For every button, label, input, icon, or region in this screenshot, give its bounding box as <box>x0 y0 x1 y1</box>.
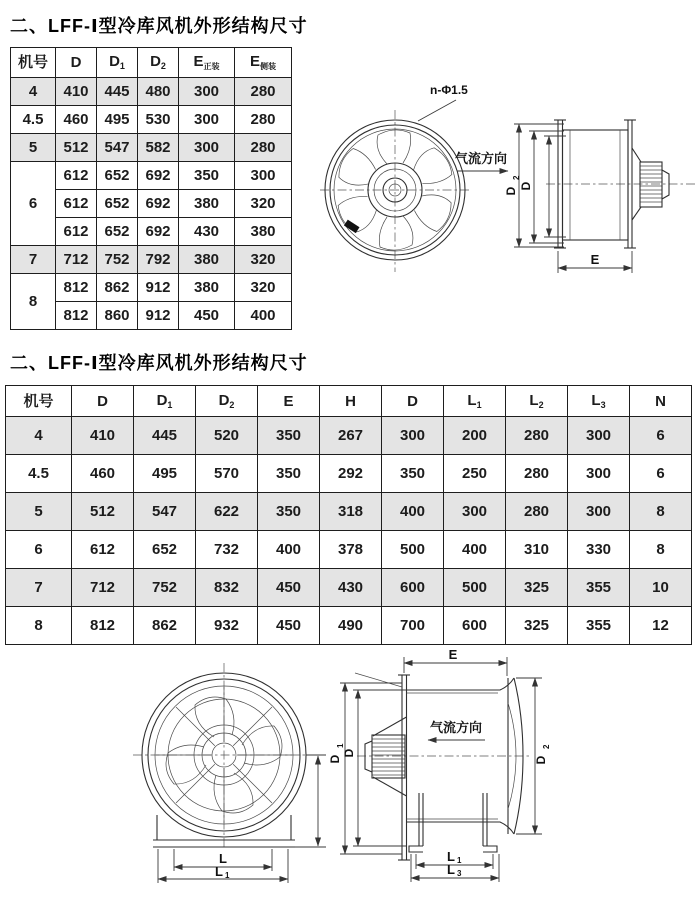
motor-body-2 <box>372 735 405 778</box>
table-cell: 5 <box>6 493 72 531</box>
dim-e2-label: E <box>448 647 458 662</box>
table-cell: 520 <box>196 417 258 455</box>
table-cell: 582 <box>138 134 179 162</box>
table-cell: 812 <box>56 274 97 302</box>
column-header: $D_1$ <box>97 48 138 78</box>
column-header: H <box>320 386 382 417</box>
dim-d1-label: D <box>328 754 342 764</box>
table-cell: 355 <box>568 569 630 607</box>
table-cell: 445 <box>97 78 138 106</box>
fan-drawing-bottom <box>95 645 660 904</box>
table-cell: 280 <box>506 493 568 531</box>
table-cell: 280 <box>506 455 568 493</box>
table-cell: 5 <box>11 134 56 162</box>
dim-d1-sub: 1 <box>336 743 345 748</box>
table-cell: 350 <box>258 493 320 531</box>
table-cell: 547 <box>97 134 138 162</box>
table-cell: 570 <box>196 455 258 493</box>
table-cell: 318 <box>320 493 382 531</box>
fan-drawing-top <box>318 58 700 308</box>
table-cell: 512 <box>56 134 97 162</box>
table-cell: 410 <box>56 78 97 106</box>
dim-e-label: E <box>590 252 600 267</box>
table-cell: 712 <box>72 569 134 607</box>
table-cell: 280 <box>235 106 292 134</box>
table-cell: 325 <box>506 569 568 607</box>
airflow-label: 气流方向 <box>454 151 508 166</box>
table-row <box>6 455 692 493</box>
dimension-table-1 <box>10 47 292 330</box>
table-cell: 380 <box>179 190 235 218</box>
table-cell: 652 <box>97 190 138 218</box>
table-cell: 292 <box>320 455 382 493</box>
table-cell: 500 <box>382 531 444 569</box>
table-cell: 6 <box>630 417 692 455</box>
table-cell: 832 <box>196 569 258 607</box>
airflow-annotation <box>455 151 508 171</box>
table-cell: 450 <box>179 302 235 330</box>
dim-l1-label: L <box>215 864 223 879</box>
table-cell: 622 <box>196 493 258 531</box>
column-header: $E_{侧装}$ <box>235 48 292 78</box>
table-cell: 350 <box>179 162 235 190</box>
table-cell: 932 <box>196 607 258 645</box>
fan-side-view-2 <box>328 647 551 882</box>
terminal-box-marker <box>344 220 360 233</box>
dimension-table-2 <box>5 385 692 645</box>
table-cell: 692 <box>138 162 179 190</box>
table-cell: 8 <box>11 274 56 330</box>
table-cell: 280 <box>506 417 568 455</box>
table-cell: 300 <box>179 134 235 162</box>
fan-side-view <box>504 120 698 273</box>
table-cell: 712 <box>56 246 97 274</box>
table-cell: 12 <box>630 607 692 645</box>
table-cell: 350 <box>258 417 320 455</box>
table-cell: 280 <box>235 78 292 106</box>
table-cell: 445 <box>134 417 196 455</box>
column-header: D <box>72 386 134 417</box>
table-row <box>11 274 292 302</box>
table-cell: 460 <box>56 106 97 134</box>
table-cell: 495 <box>134 455 196 493</box>
table-cell: 400 <box>235 302 292 330</box>
table-cell: 4 <box>6 417 72 455</box>
table-cell: 7 <box>6 569 72 607</box>
column-header: $L_1$ <box>444 386 506 417</box>
table-cell: 330 <box>568 531 630 569</box>
table-cell: 812 <box>56 302 97 330</box>
table-cell: 495 <box>97 106 138 134</box>
table-cell: 380 <box>179 274 235 302</box>
table-cell: 6 <box>11 162 56 246</box>
table-cell: 692 <box>138 218 179 246</box>
column-header: $L_3$ <box>568 386 630 417</box>
table-cell: 912 <box>138 274 179 302</box>
section2-title: 二、LFF-Ⅰ型冷库风机外形结构尺寸 <box>10 353 308 373</box>
dim-l3-sub: 3 <box>457 869 462 878</box>
table-cell: 300 <box>568 455 630 493</box>
table-cell: 380 <box>179 246 235 274</box>
table-cell: 692 <box>138 190 179 218</box>
table-cell: 600 <box>444 607 506 645</box>
dim-l1-side-sub: 1 <box>457 856 462 865</box>
table-cell: 300 <box>179 106 235 134</box>
table-cell: 530 <box>138 106 179 134</box>
dim-d2-sub: 2 <box>512 175 521 180</box>
table-cell: 460 <box>72 455 134 493</box>
dim-d2-label: D <box>504 186 518 196</box>
table-cell: 300 <box>444 493 506 531</box>
table-cell: 600 <box>382 569 444 607</box>
column-header: $D_1$ <box>134 386 196 417</box>
table-cell: 355 <box>568 607 630 645</box>
table-cell: 752 <box>97 246 138 274</box>
table-cell: 267 <box>320 417 382 455</box>
column-header: E <box>258 386 320 417</box>
section1-title: 二、LFF-Ⅰ型冷库风机外形结构尺寸 <box>10 16 308 36</box>
table-cell: 792 <box>138 246 179 274</box>
table-cell: 350 <box>258 455 320 493</box>
table-cell: 310 <box>506 531 568 569</box>
table-cell: 547 <box>134 493 196 531</box>
column-header: D <box>56 48 97 78</box>
column-header: D <box>382 386 444 417</box>
table-cell: 500 <box>444 569 506 607</box>
table-cell: 862 <box>134 607 196 645</box>
table-cell: 612 <box>72 531 134 569</box>
table-cell: 7 <box>11 246 56 274</box>
column-header: $D_2$ <box>138 48 179 78</box>
dim-l3-label: L <box>447 862 455 877</box>
column-header: $E_{正装}$ <box>179 48 235 78</box>
table-cell: 400 <box>444 531 506 569</box>
table-cell: 4.5 <box>6 455 72 493</box>
table-cell: 8 <box>630 531 692 569</box>
table-row <box>11 106 292 134</box>
table-cell: 450 <box>258 607 320 645</box>
fan-front-view-2 <box>133 663 326 883</box>
table-cell: 490 <box>320 607 382 645</box>
table-cell: 410 <box>72 417 134 455</box>
table-row <box>11 162 292 190</box>
dim-l-label: L <box>219 851 227 866</box>
airflow-label-2: 气流方向 <box>429 720 483 735</box>
table-cell: 300 <box>382 417 444 455</box>
column-header: N <box>630 386 692 417</box>
table-cell: 320 <box>235 190 292 218</box>
table-cell: 4.5 <box>11 106 56 134</box>
dim-d2-label-2: D <box>534 755 548 765</box>
fan-front-view <box>320 83 472 272</box>
table-cell: 378 <box>320 531 382 569</box>
table-row <box>6 607 692 645</box>
dim-l1-side-label: L <box>447 849 455 864</box>
table-cell: 912 <box>138 302 179 330</box>
table-cell: 732 <box>196 531 258 569</box>
table-cell: 512 <box>72 493 134 531</box>
dim-d-label-2: D <box>342 748 356 758</box>
table-row <box>11 134 292 162</box>
table-row <box>6 493 692 531</box>
table-cell: 752 <box>134 569 196 607</box>
table-cell: 4 <box>11 78 56 106</box>
table-cell: 300 <box>568 493 630 531</box>
table-cell: 430 <box>320 569 382 607</box>
table-row <box>6 569 692 607</box>
table-cell: 400 <box>382 493 444 531</box>
table-row <box>11 78 292 106</box>
table-cell: 300 <box>179 78 235 106</box>
table-cell: 480 <box>138 78 179 106</box>
column-header: $L_2$ <box>506 386 568 417</box>
table-cell: 860 <box>97 302 138 330</box>
table-cell: 10 <box>630 569 692 607</box>
dim-l1-sub: 1 <box>225 871 230 880</box>
table-cell: 400 <box>258 531 320 569</box>
table-cell: 862 <box>97 274 138 302</box>
table-cell: 320 <box>235 246 292 274</box>
table-row <box>6 531 692 569</box>
table-cell: 8 <box>6 607 72 645</box>
table-cell: 652 <box>97 218 138 246</box>
table-cell: 652 <box>97 162 138 190</box>
table-cell: 350 <box>382 455 444 493</box>
table-cell: 380 <box>235 218 292 246</box>
table-cell: 300 <box>235 162 292 190</box>
table-cell: 200 <box>444 417 506 455</box>
table-row <box>11 246 292 274</box>
table-cell: 812 <box>72 607 134 645</box>
table-row <box>6 417 692 455</box>
table-cell: 6 <box>6 531 72 569</box>
table-cell: 250 <box>444 455 506 493</box>
hole-note: n-Φ1.5 <box>430 83 468 97</box>
dim-d-label: D <box>519 181 533 191</box>
column-header: 机号 <box>11 48 56 78</box>
table-cell: 280 <box>235 134 292 162</box>
dim-d2-sub-2: 2 <box>542 744 551 749</box>
column-header: 机号 <box>6 386 72 417</box>
table-cell: 652 <box>134 531 196 569</box>
table-cell: 6 <box>630 455 692 493</box>
table-cell: 8 <box>630 493 692 531</box>
table-cell: 430 <box>179 218 235 246</box>
table-cell: 612 <box>56 190 97 218</box>
motor-body <box>640 162 662 207</box>
table-cell: 320 <box>235 274 292 302</box>
column-header: $D_2$ <box>196 386 258 417</box>
table-cell: 300 <box>568 417 630 455</box>
table-cell: 700 <box>382 607 444 645</box>
table-cell: 325 <box>506 607 568 645</box>
table-cell: 612 <box>56 162 97 190</box>
table-cell: 450 <box>258 569 320 607</box>
table-cell: 612 <box>56 218 97 246</box>
